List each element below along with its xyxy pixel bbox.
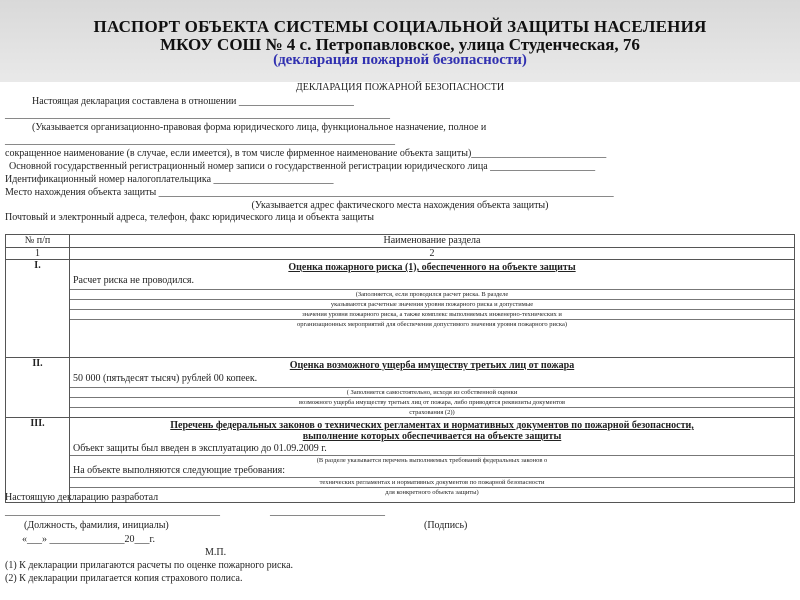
table-row bbox=[6, 418, 795, 503]
footer-signature-line: _______________________ bbox=[270, 506, 385, 517]
footer-signature-caption: (Подпись) bbox=[424, 520, 468, 531]
section-2-note-3: страхования (2)) bbox=[70, 407, 794, 417]
table-colnum-1: 1 bbox=[6, 248, 70, 260]
section-2-number: II. bbox=[6, 358, 70, 418]
footer-stamp-place: М.П. bbox=[205, 547, 227, 558]
declaration-line-5: сокращенное наименование (в случае, если имеется), в том числе фирменное наименование объекта защиты)___________________________ bbox=[5, 148, 607, 159]
declaration-line-2: _____________________________________________________________________________ bbox=[5, 109, 390, 120]
section-3-value-1: Объект защиты был введен в эксплуатацию до 01.09.2009 г. bbox=[73, 443, 327, 454]
declaration-title: ДЕКЛАРАЦИЯ ПОЖАРНОЙ БЕЗОПАСНОСТИ bbox=[295, 82, 505, 93]
table-header-num: № п/п bbox=[6, 235, 70, 248]
section-3-title-1: Перечень федеральных законов о технических регламентах и нормативных документов по пожарной безопасности, bbox=[170, 420, 694, 431]
table-row bbox=[6, 358, 795, 418]
section-1-note-3: значения уровня пожарного риска, а также комплекс выполняемых инженерно-технических и bbox=[70, 309, 794, 319]
section-2-note-2: возможного ущерба имуществу третьих лиц от пожара, либо приводятся реквизиты документов bbox=[70, 397, 794, 407]
footer-position-caption: (Должность, фамилия, инициалы) bbox=[24, 520, 169, 531]
section-1-value: Расчет риска не проводился. bbox=[73, 275, 194, 286]
section-1-title: Оценка пожарного риска (1), обеспеченного на объекте защиты bbox=[288, 262, 576, 273]
footer-date: «___» _______________20___г. bbox=[22, 534, 155, 545]
declaration-line-4: ______________________________________________________________________________ bbox=[5, 135, 395, 146]
footnote-2: (2) К декларации прилагается копия страхового полиса. bbox=[5, 573, 243, 584]
declaration-line-3: (Указывается организационно-правовая форма юридического лица, функциональное назначение, полное и bbox=[32, 122, 487, 133]
section-1-note-4: организационных мероприятий для обеспечения допустимого значения уровня пожарного риска) bbox=[70, 319, 794, 343]
declaration-table bbox=[5, 234, 795, 503]
footer-position-line: ___________________________________________ bbox=[5, 506, 220, 517]
section-3-note-1: (В разделе указывается перечень выполняемых требований федеральных законов о bbox=[70, 455, 794, 465]
footer-developed-by: Настоящую декларацию разработал bbox=[5, 492, 159, 503]
section-2-value: 50 000 (пятьдесят тысяч) рублей 00 копеек. bbox=[73, 373, 258, 384]
section-3-number: III. bbox=[6, 418, 70, 503]
declaration-line-10: Почтовый и электронный адреса, телефон, факс юридического лица и объекта защиты bbox=[5, 212, 375, 223]
section-1-note-2: указываются расчетные значения уровня пожарного риска и допустимые bbox=[70, 299, 794, 309]
section-3-title-2: выполнение которых обеспечивается на объекте защиты bbox=[302, 431, 562, 442]
declaration-line-6: Основной государственный регистрационный номер записи о государственной регистрации юридического лица _____________________ bbox=[9, 161, 596, 172]
header-subtitle: (декларация пожарной безопасности) bbox=[273, 52, 527, 68]
section-3-note-2: технических регламентах и нормативных документов по пожарной безопасности bbox=[70, 477, 794, 487]
section-1-number: I. bbox=[6, 260, 70, 358]
section-3-note-3: для конкретного объекта защиты) bbox=[70, 487, 794, 497]
declaration-line-1: Настоящая декларация составлена в отношении _______________________ bbox=[32, 96, 354, 107]
header-title-line1: ПАСПОРТ ОБЪЕКТА СИСТЕМЫ СОЦИАЛЬНОЙ ЗАЩИТЫ НАСЕЛЕНИЯ bbox=[93, 17, 707, 36]
declaration-line-8: Место нахождения объекта защиты ___________________________________________________________________________________________ bbox=[5, 187, 614, 198]
table-header-section: Наименование раздела bbox=[70, 235, 795, 248]
table-colnum-2: 2 bbox=[70, 248, 795, 260]
section-2-title: Оценка возможного ущерба имуществу третьих лиц от пожара bbox=[289, 360, 575, 371]
header-title-line2: МКОУ СОШ № 4 с. Петропавловское, улица Студенческая, 76 bbox=[160, 35, 640, 54]
section-2-note-1: ( Заполняется самостоятельно, исходя из собственной оценки bbox=[70, 387, 794, 397]
section-1-note-1: (Заполняется, если проводился расчет риска. В разделе bbox=[70, 289, 794, 299]
declaration-line-7: Идентификационный номер налогоплательщика ________________________ bbox=[5, 174, 334, 185]
table-row bbox=[6, 260, 795, 358]
section-3-value-2: На объекте выполняются следующие требования: bbox=[73, 465, 286, 476]
footnote-1: (1) К декларации прилагаются расчеты по оценке пожарного риска. bbox=[5, 560, 294, 571]
declaration-line-9: (Указывается адрес фактического места нахождения объекта защиты) bbox=[251, 200, 549, 211]
slide-header bbox=[0, 0, 800, 82]
